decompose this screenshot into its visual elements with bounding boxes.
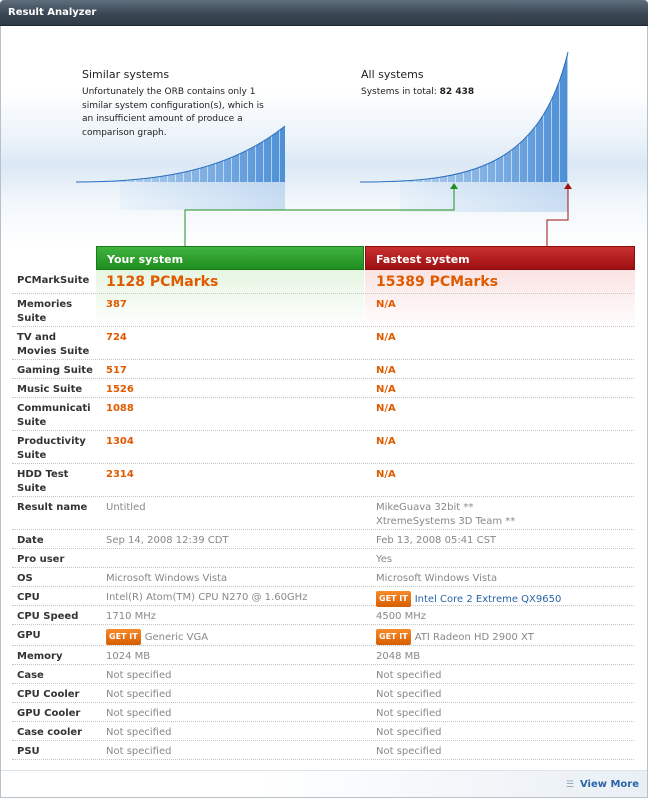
row-label: Date: [17, 535, 44, 546]
fastest-value: Microsoft Windows Vista: [376, 573, 498, 584]
row-label: Memory: [17, 651, 63, 662]
table-row: [12, 464, 634, 497]
your-value: 1088: [106, 403, 134, 414]
fastest-value: N/A: [376, 469, 396, 480]
fastest-value: N/A: [376, 365, 396, 376]
fastest-value: 15389 PCMarks: [376, 274, 499, 290]
table-row: [12, 327, 634, 360]
similar-text-line: comparison graph.: [82, 127, 167, 138]
table-row: [12, 741, 634, 760]
similar-systems-text: [82, 86, 292, 140]
your-value: 2314: [106, 469, 134, 480]
row-label: Pro user: [17, 554, 65, 565]
cpu-product-link[interactable]: Intel Core 2 Extreme QX9650: [414, 594, 562, 605]
similar-systems-title: Similar systems: [82, 68, 170, 81]
table-row: [12, 606, 634, 625]
all-systems-title: All systems: [361, 68, 424, 81]
your-value: Intel(R) Atom(TM) CPU N270 @ 1.60GHz: [106, 592, 308, 603]
fastest-value: [376, 501, 515, 529]
your-value: Not specified: [106, 708, 172, 719]
footer-bar: [1, 770, 647, 797]
fastest-value: N/A: [376, 436, 396, 447]
fastest-value: Not specified: [376, 689, 442, 700]
table-row: [12, 530, 634, 549]
row-label: HDD Test Suite: [17, 469, 69, 494]
view-more-label: View More: [579, 779, 639, 790]
your-value: 1526: [106, 384, 134, 395]
table-row: [12, 294, 634, 327]
view-more-link[interactable]: [566, 779, 639, 790]
systems-total-value: 82 438: [439, 87, 475, 97]
table-row: [12, 549, 634, 568]
gpu-name: ATI Radeon HD 2900 XT: [414, 632, 534, 643]
table-row: [12, 587, 634, 606]
fastest-value: 2048 MB: [376, 651, 421, 662]
similar-text-line: similar system configuration(s), which is: [82, 100, 264, 111]
fastest-value: [376, 591, 561, 607]
row-label: Case: [17, 670, 44, 681]
your-value: 1024 MB: [106, 651, 151, 662]
fastest-value: Yes: [376, 554, 393, 565]
your-value: Not specified: [106, 689, 172, 700]
row-label: CPU Cooler: [17, 689, 80, 700]
your-value: Not specified: [106, 727, 172, 738]
row-label: TV and Movies Suite: [17, 332, 90, 357]
your-value: Not specified: [106, 746, 172, 757]
row-label: Result name: [17, 502, 88, 513]
table-row: [12, 398, 634, 431]
similar-text-line: Unfortunately the ORB contains only 1: [82, 87, 256, 97]
systems-total: [361, 86, 474, 100]
get-it-button[interactable]: GET IT: [376, 591, 411, 607]
fastest-value: Not specified: [376, 746, 442, 757]
gpu-name: Generic VGA: [144, 632, 209, 643]
row-label: PSU: [17, 746, 40, 757]
row-label: Gaming Suite: [17, 365, 93, 376]
your-value: 1128 PCMarks: [106, 274, 219, 290]
fastest-value: N/A: [376, 384, 396, 395]
get-it-button[interactable]: GET IT: [106, 629, 141, 645]
table-row: [12, 625, 634, 646]
row-label: Music Suite: [17, 384, 83, 395]
row-label: CPU Speed: [17, 611, 79, 622]
systems-total-label: Systems in total:: [361, 87, 437, 97]
row-label: OS: [17, 573, 33, 584]
table-row: [12, 646, 634, 665]
row-label: CPU: [17, 592, 40, 603]
fastest-value-line: MikeGuava 32bit **: [376, 502, 474, 513]
table-row: [12, 497, 634, 530]
your-system-header: Your system: [96, 246, 364, 270]
fastest-value: [376, 629, 534, 645]
table-row: [12, 360, 634, 379]
fastest-value: N/A: [376, 403, 396, 414]
table-row: [12, 568, 634, 587]
row-label: Memories Suite: [17, 299, 73, 324]
window-title: Result Analyzer: [8, 7, 97, 18]
table-row: [12, 379, 634, 398]
table-row: [12, 270, 634, 294]
fastest-value: Not specified: [376, 727, 442, 738]
similar-text-line: an insufficient amount of produce a: [82, 114, 243, 124]
row-label: GPU: [17, 630, 41, 641]
list-icon: ☰: [565, 780, 574, 790]
your-value: 1710 MHz: [106, 611, 157, 622]
row-label: Communicati Suite: [17, 403, 91, 428]
your-value: Untitled: [106, 502, 146, 513]
row-label: PCMarkSuite: [17, 275, 90, 286]
your-value: Microsoft Windows Vista: [106, 573, 228, 584]
fastest-value: 4500 MHz: [376, 611, 427, 622]
table-row: [12, 665, 634, 684]
table-row: [12, 431, 634, 464]
your-value: 517: [106, 365, 127, 376]
your-value: Sep 14, 2008 12:39 CDT: [106, 535, 229, 546]
fastest-system-header: Fastest system: [365, 246, 635, 270]
table-row: [12, 703, 634, 722]
fastest-value: Not specified: [376, 708, 442, 719]
row-label: Case cooler: [17, 727, 83, 738]
your-value: 724: [106, 332, 127, 343]
fastest-value: Feb 13, 2008 05:41 CST: [376, 535, 497, 546]
your-value: 1304: [106, 436, 134, 447]
row-label: GPU Cooler: [17, 708, 81, 719]
table-row: [12, 722, 634, 741]
fastest-value: Not specified: [376, 670, 442, 681]
table-row: [12, 684, 634, 703]
get-it-button[interactable]: GET IT: [376, 629, 411, 645]
your-value: [106, 629, 208, 645]
your-value: Not specified: [106, 670, 172, 681]
fastest-value: N/A: [376, 332, 396, 343]
fastest-value: N/A: [376, 299, 396, 310]
fastest-value-line: XtremeSystems 3D Team **: [376, 516, 516, 527]
your-value: 387: [106, 299, 127, 310]
row-label: Productivity Suite: [17, 436, 86, 461]
